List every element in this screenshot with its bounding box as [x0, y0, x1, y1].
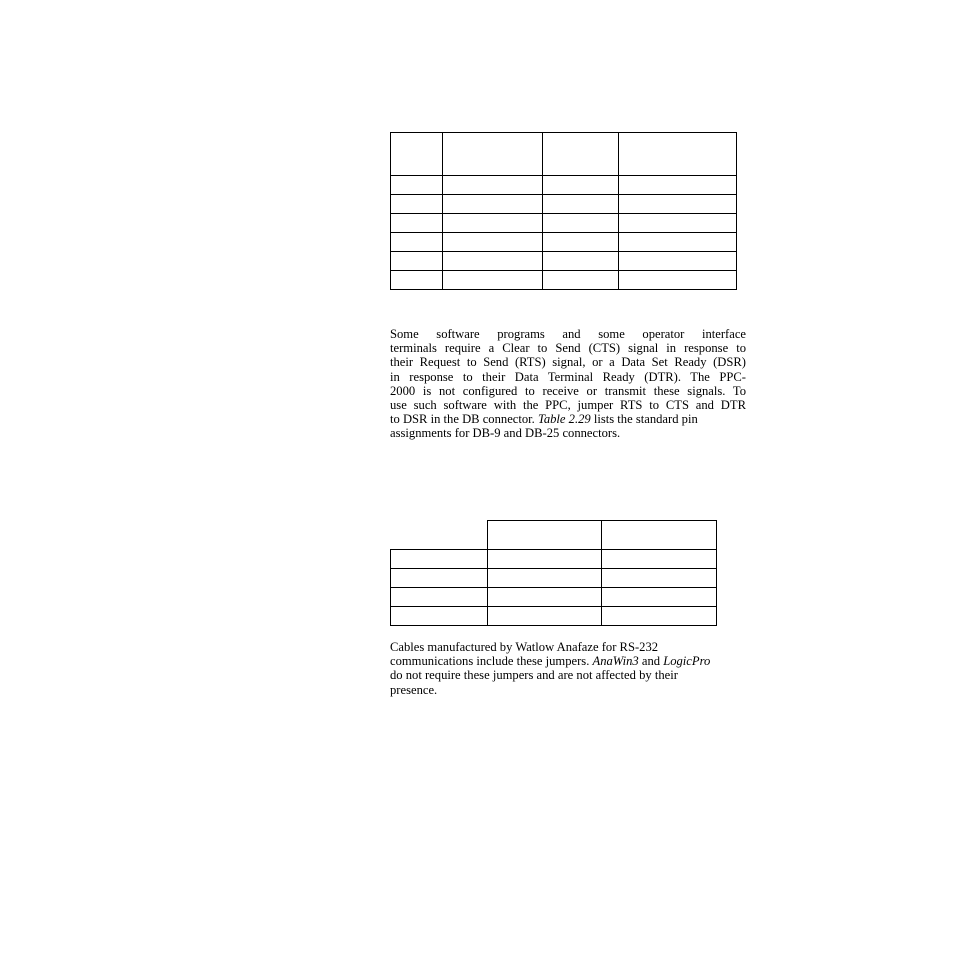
- body-paragraph-cables: [390, 640, 746, 697]
- pin-table-upper: [390, 132, 737, 290]
- product-name: AnaWin3: [592, 654, 639, 669]
- table-row: [391, 176, 737, 195]
- text-line: 2000 is not configured to receive or transmit these signals. To: [390, 383, 746, 398]
- text-line: terminals require a Clear to Send (CTS) signal in response to: [390, 341, 746, 356]
- table-row: [391, 233, 737, 252]
- text-line: in response to their Data Terminal Ready (DTR). The PPC-: [390, 369, 746, 384]
- table-row: [391, 588, 717, 607]
- product-name: LogicPro: [663, 654, 711, 669]
- table-row: [391, 550, 717, 569]
- table-row: [391, 607, 717, 626]
- table-row: [391, 271, 737, 290]
- table-header-row: [391, 133, 737, 176]
- text-line: use such software with the PPC, jumper RTS to CTS and DTR: [390, 398, 746, 413]
- text-line: their Request to Send (RTS) signal, or a Data Set Ready (DSR): [390, 355, 746, 370]
- table-header-row: [391, 521, 717, 550]
- body-paragraph-jumpers: [390, 327, 746, 441]
- table-row: [391, 195, 737, 214]
- table-row: [391, 569, 717, 588]
- text-line: assignments for DB-9 and DB-25 connectors.: [390, 426, 621, 441]
- table-row: [391, 252, 737, 271]
- text-line: do not require these jumpers and are not affected by their: [390, 668, 678, 683]
- text-line: presence.: [390, 682, 438, 697]
- text-line: Cables manufactured by Watlow Anafaze for RS-232: [390, 640, 659, 654]
- table-reference: Table 2.29: [537, 412, 591, 427]
- table-row: [391, 214, 737, 233]
- text-line: to DSR in the DB connector. Table 2.29 lists the standard pin: [390, 412, 698, 427]
- text-line: Some software programs and some operator interface: [390, 327, 746, 341]
- pin-table-lower: [390, 520, 717, 626]
- text-line: communications include these jumpers. AnaWin3 and LogicPro: [390, 654, 711, 669]
